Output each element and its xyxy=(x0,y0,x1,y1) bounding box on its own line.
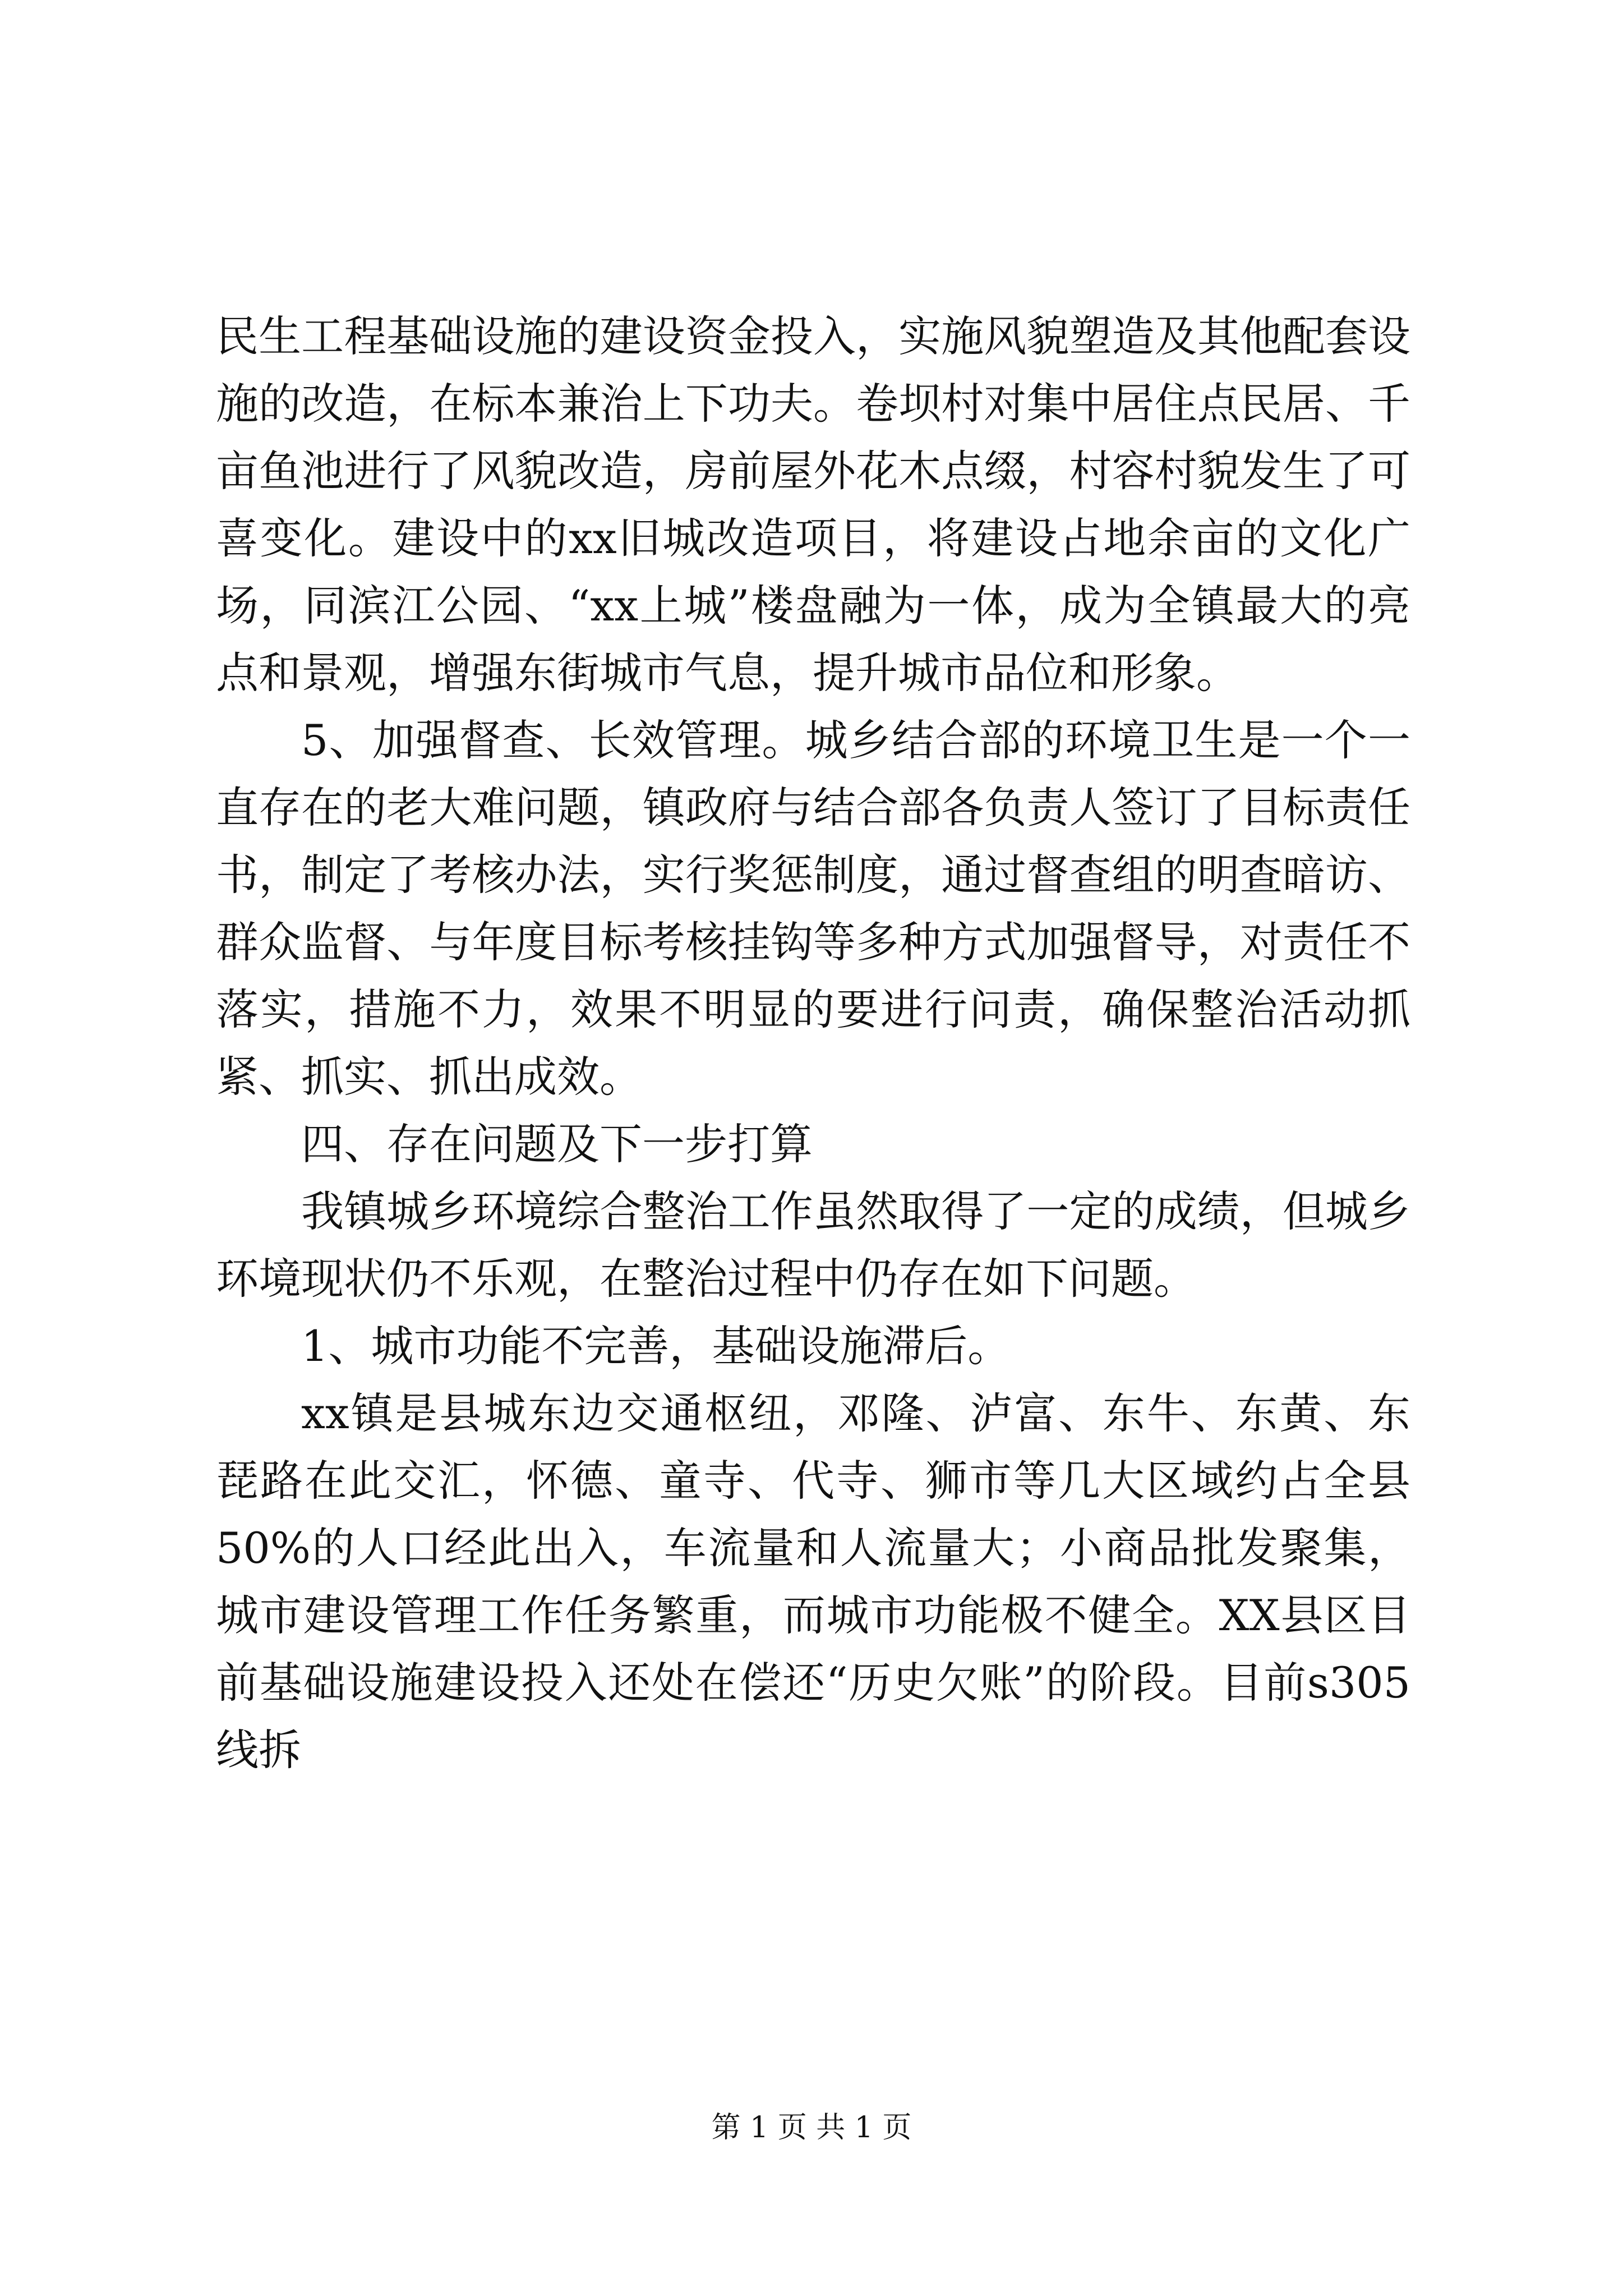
section-heading: 四、存在问题及下一步打算 xyxy=(301,1119,813,1169)
document-body xyxy=(216,303,1410,1784)
paragraph-5: xx镇是县城东边交通枢纽，邓隆、泸富、东牛、东黄、东琵路在此交汇，怀德、童寺、代寺、狮市等几大区域约占全县50%的人口经此出入，车流量和人流量大；小商品批发聚集，城市建设管理工作任务繁重，而城市功能极不健全。XX县区目前基础设施建设投入还处在偿还“历史欠账”的阶段。目前s305线拆 xyxy=(216,1388,1410,1775)
paragraph-2: 5、加强督查、长效管理。城乡结合部的环境卫生是一个一直存在的老大难问题，镇政府与结合部各负责人签订了目标责任书，制定了考核办法，实行奖惩制度，通过督查组的明查暗访、群众监督、与年度目标考核挂钩等多种方式加强督导，对责任不落实，措施不力，效果不明显的要进行问责，确保整治活动抓紧、抓实、抓出成效。 xyxy=(216,715,1410,1102)
page-footer: 第 1 页 共 1 页 xyxy=(711,2111,912,2145)
paragraph-4: 1、城市功能不完善，基础设施滞后。 xyxy=(301,1321,1011,1371)
paragraph-3: 我镇城乡环境综合整治工作虽然取得了一定的成绩，但城乡环境现状仍不乐观，在整治过程中仍存在如下问题。 xyxy=(216,1186,1410,1304)
paragraph-1: 民生工程基础设施的建设资金投入，实施风貌塑造及其他配套设施的改造，在标本兼治上下功夫。卷坝村对集中居住点民居、千亩鱼池进行了风貌改造，房前屋外花木点缀，村容村貌发生了可喜变化。建设中的xx旧城改造项目，将建设占地余亩的文化广场，同滨江公园、“xx上城”楼盘融为一体，成为全镇最大的亮点和景观，增强东街城市气息，提升城市品位和形象。 xyxy=(216,311,1410,698)
